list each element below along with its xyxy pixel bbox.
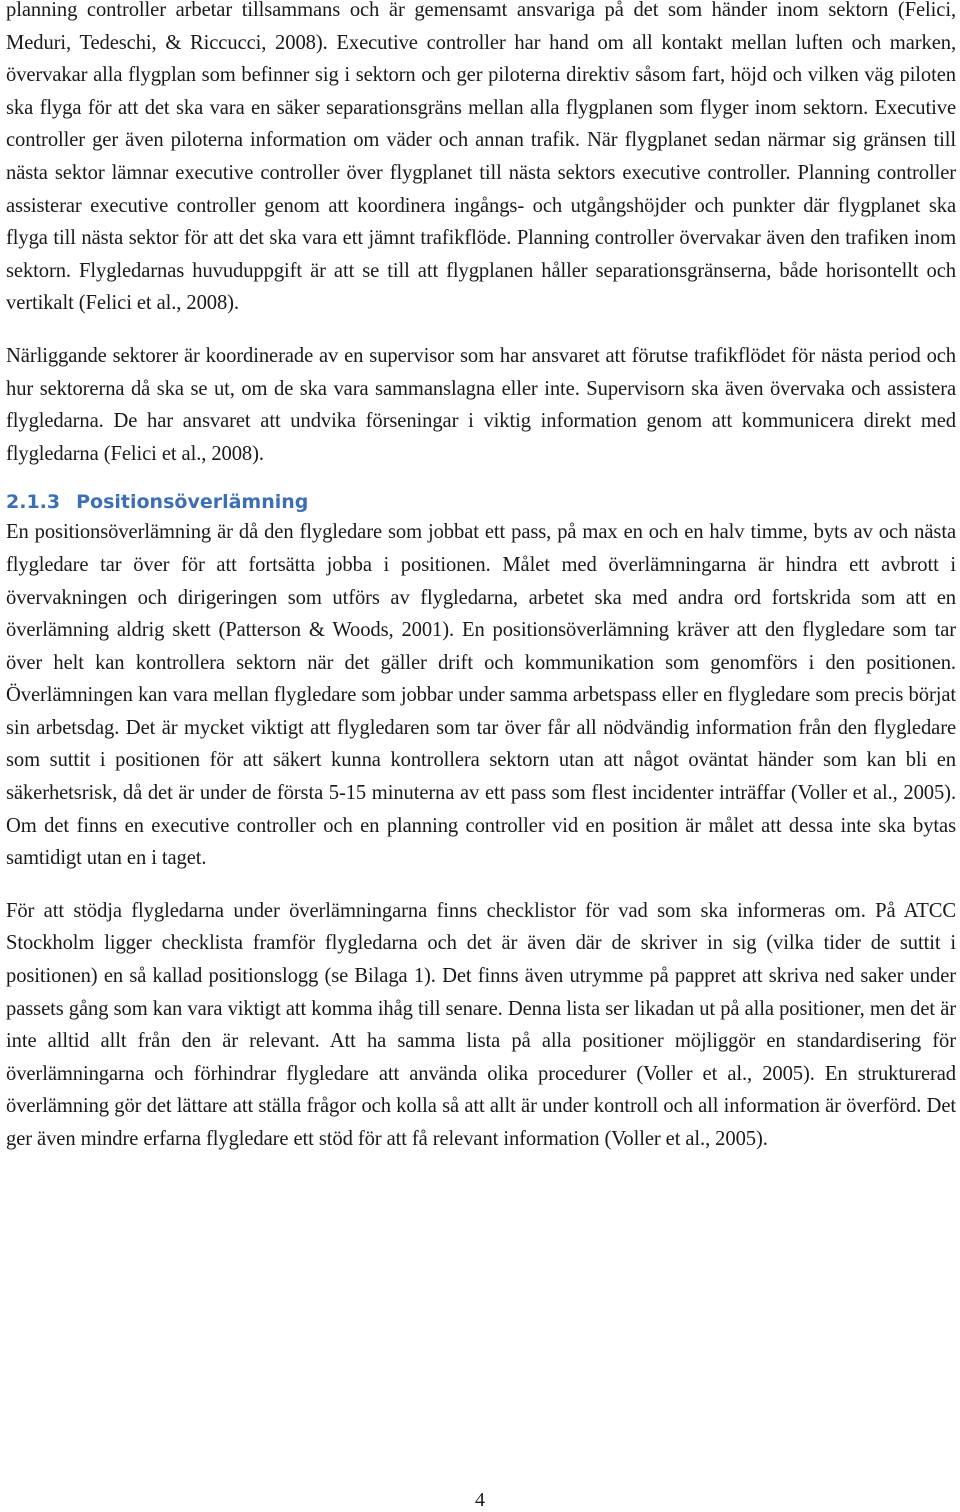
paragraph-gap — [6, 875, 956, 895]
paragraph-checklists: För att stödja flygledarna under överlämningarna finns checklistor för vad som ska informeras om. På ATCC Stockholm ligger checklista framför flygledarna och det är även där de skriver in sig (vilka tider de suttit i positionen) en så kallad positionslogg (se Bilaga 1). Det finns även utrymme på pappret att skriva ned saker under passets gång som kan vara viktigt att komma ihåg till senare. Denna lista ser likadan ut på alla positioner, men det är inte alltid allt från den är relevant. Att ha samma lista på alla positioner möjliggör en standardisering för överlämningarna och förhindrar flygledare att använda olika procedurer (Voller et al., 2005). En strukturerad överlämning gör det lättare att ställa frågor och kolla så att allt är under kontroll och all information är överförd. Det ger även mindre erfarna flygledare ett stöd för att få relevant information (Voller et al., 2005). — [6, 899, 956, 1150]
paragraph-supervisor: Närliggande sektorer är koordinerade av en supervisor som har ansvaret att förutse trafikflödet för nästa period och hur sektorerna då ska se ut, om de ska vara sammanslagna eller inte. Supervisorn ska även övervaka och assistera flygledarna. De har ansvaret att undvika förseningar i viktig information genom att kommunicera direkt med flygledarna (Felici et al., 2008). — [6, 344, 956, 465]
paragraph-position-handover: En positionsöverlämning är då den flygledare som jobbat ett pass, på max en och en halv timme, byts av och nästa flygledare tar över för att fortsätta jobba i positionen. Målet med överlämningarna är hindra ett avbrott i övervakningen och dirigeringen som utförs av flygledarna, arbetet ska med andra ord fortskrida som att en överlämning aldrig skett (Patterson & Woods, 2001). En positionsöverlämning kräver att den flygledare som tar över helt kan kontrollera sektorn när det gäller drift och kommunikation som genomförs i den positionen. Överlämningen kan vara mellan flygledare som jobbar under samma arbetspass eller en flygledare som precis börjat sin arbetsdag. Det är mycket viktigt att flygledaren som tar över får all nödvändig information från den flygledare som suttit i positionen för att säkert kunna kontrollera sektorn utan att något oväntat händer som kan bli en säkerhetsrisk, då det är under de första 5-15 minuterna av ett pass som flest incidenter inträffar (Voller et al., 2005). Om det finns en executive controller och en planning controller vid en position är målet att dessa inte ska bytas samtidigt utan en i taget. — [6, 521, 956, 870]
section-number: 2.1.3 — [6, 491, 61, 514]
section-title: Positionsöverlämning — [76, 491, 309, 514]
paragraph-controller-roles: planning controller arbetar tillsammans och är gemensamt ansvariga på det som händer inom sektorn (Felici, Meduri, Tedeschi, & Riccucci, 2008). Executive controller har hand om all kontakt mellan luften och marken, övervakar alla flygplan som befinner sig i sektorn och ger piloterna direktiv såsom fart, höjd och vilken väg piloten ska flyga för att det ska vara en säker separationsgräns mellan alla flygplanen som flyger inom sektorn. Executive controller ger även piloterna information om väder och annan trafik. När flygplanet sedan närmar sig gränsen till nästa sektor lämnar executive controller över flygplanet till nästa sektors executive controller. Planning controller assisterar executive controller genom att koordinera ingångs- och utgångshöjder och punkter där flygplanet ska flyga till nästa sektor för att det ska vara ett jämnt trafikflöde. Planning controller övervakar även den trafiken inom sektorn. Flygledarnas huvuduppgift är att se till att flygplanen håller separationsgränserna, både horisontellt och vertikalt (Felici et al., 2008). — [6, 0, 956, 315]
section-heading — [6, 488, 956, 516]
paragraph-gap — [6, 320, 956, 340]
document-page — [6, 0, 956, 1156]
page-number: 4 — [475, 1489, 485, 1511]
